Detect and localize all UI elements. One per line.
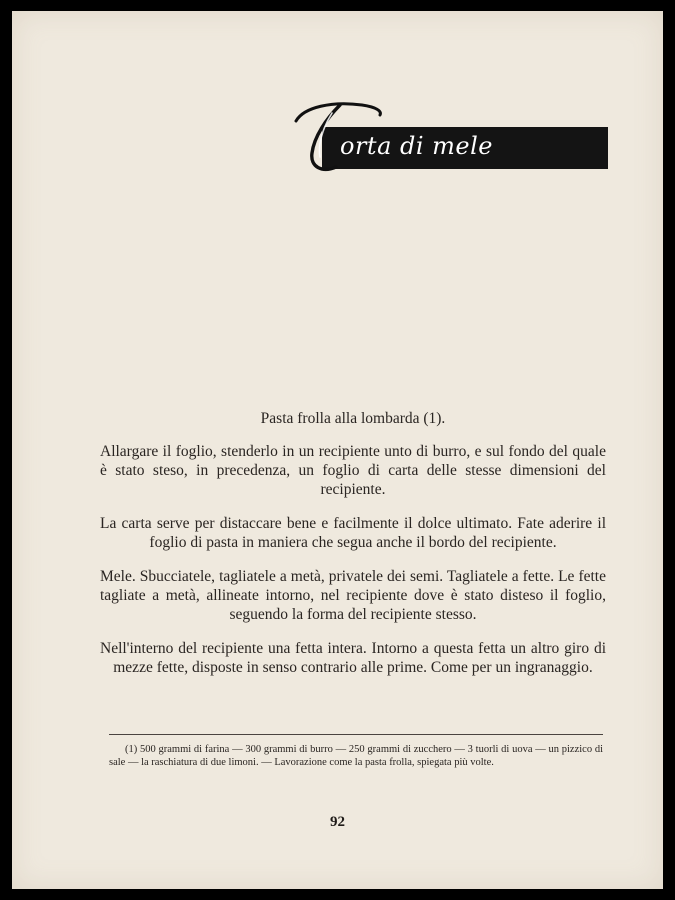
paragraph: Allargare il foglio, stenderlo in un recipiente unto di burro, e sul fondo del quale è stato steso, in precedenza, un foglio di carta delle stesse dimensioni del recipiente. xyxy=(100,443,606,498)
book-page xyxy=(12,11,663,889)
recipe-body xyxy=(100,409,606,692)
recipe-subtitle: Pasta frolla alla lombarda (1). xyxy=(260,410,446,427)
paragraph: Mele. Sbucciatele, tagliatele a metà, privatele dei semi. Tagliatele a fette. Le fette tagliate a metà, allineate intorno, nel recipiente dove è stato disteso il foglio, seguendo la forma del recipiente stesso. xyxy=(100,568,606,623)
page-number: 92 xyxy=(330,814,345,830)
recipe-title xyxy=(292,99,612,179)
paragraph: La carta serve per distaccare bene e facilmente il dolce ultimato. Fate aderire il foglio di pasta in maniera che segua anche il bordo del recipiente. xyxy=(100,515,606,551)
footnote-divider xyxy=(109,734,603,735)
paragraph: Nell'interno del recipiente una fetta intera. Intorno a questa fetta un altro giro di mezze fette, disposte in senso contrario alle prime. Come per un ingranaggio. xyxy=(100,640,606,676)
title-text: orta di mele xyxy=(340,132,494,160)
footnote: (1) 500 grammi di farina — 300 grammi di burro — 250 grammi di zucchero — 3 tuorli di uova — un pizzico di sale — la raschiatura di due limoni. — Lavorazione come la pasta frolla, spiegata più volte. xyxy=(109,744,603,768)
